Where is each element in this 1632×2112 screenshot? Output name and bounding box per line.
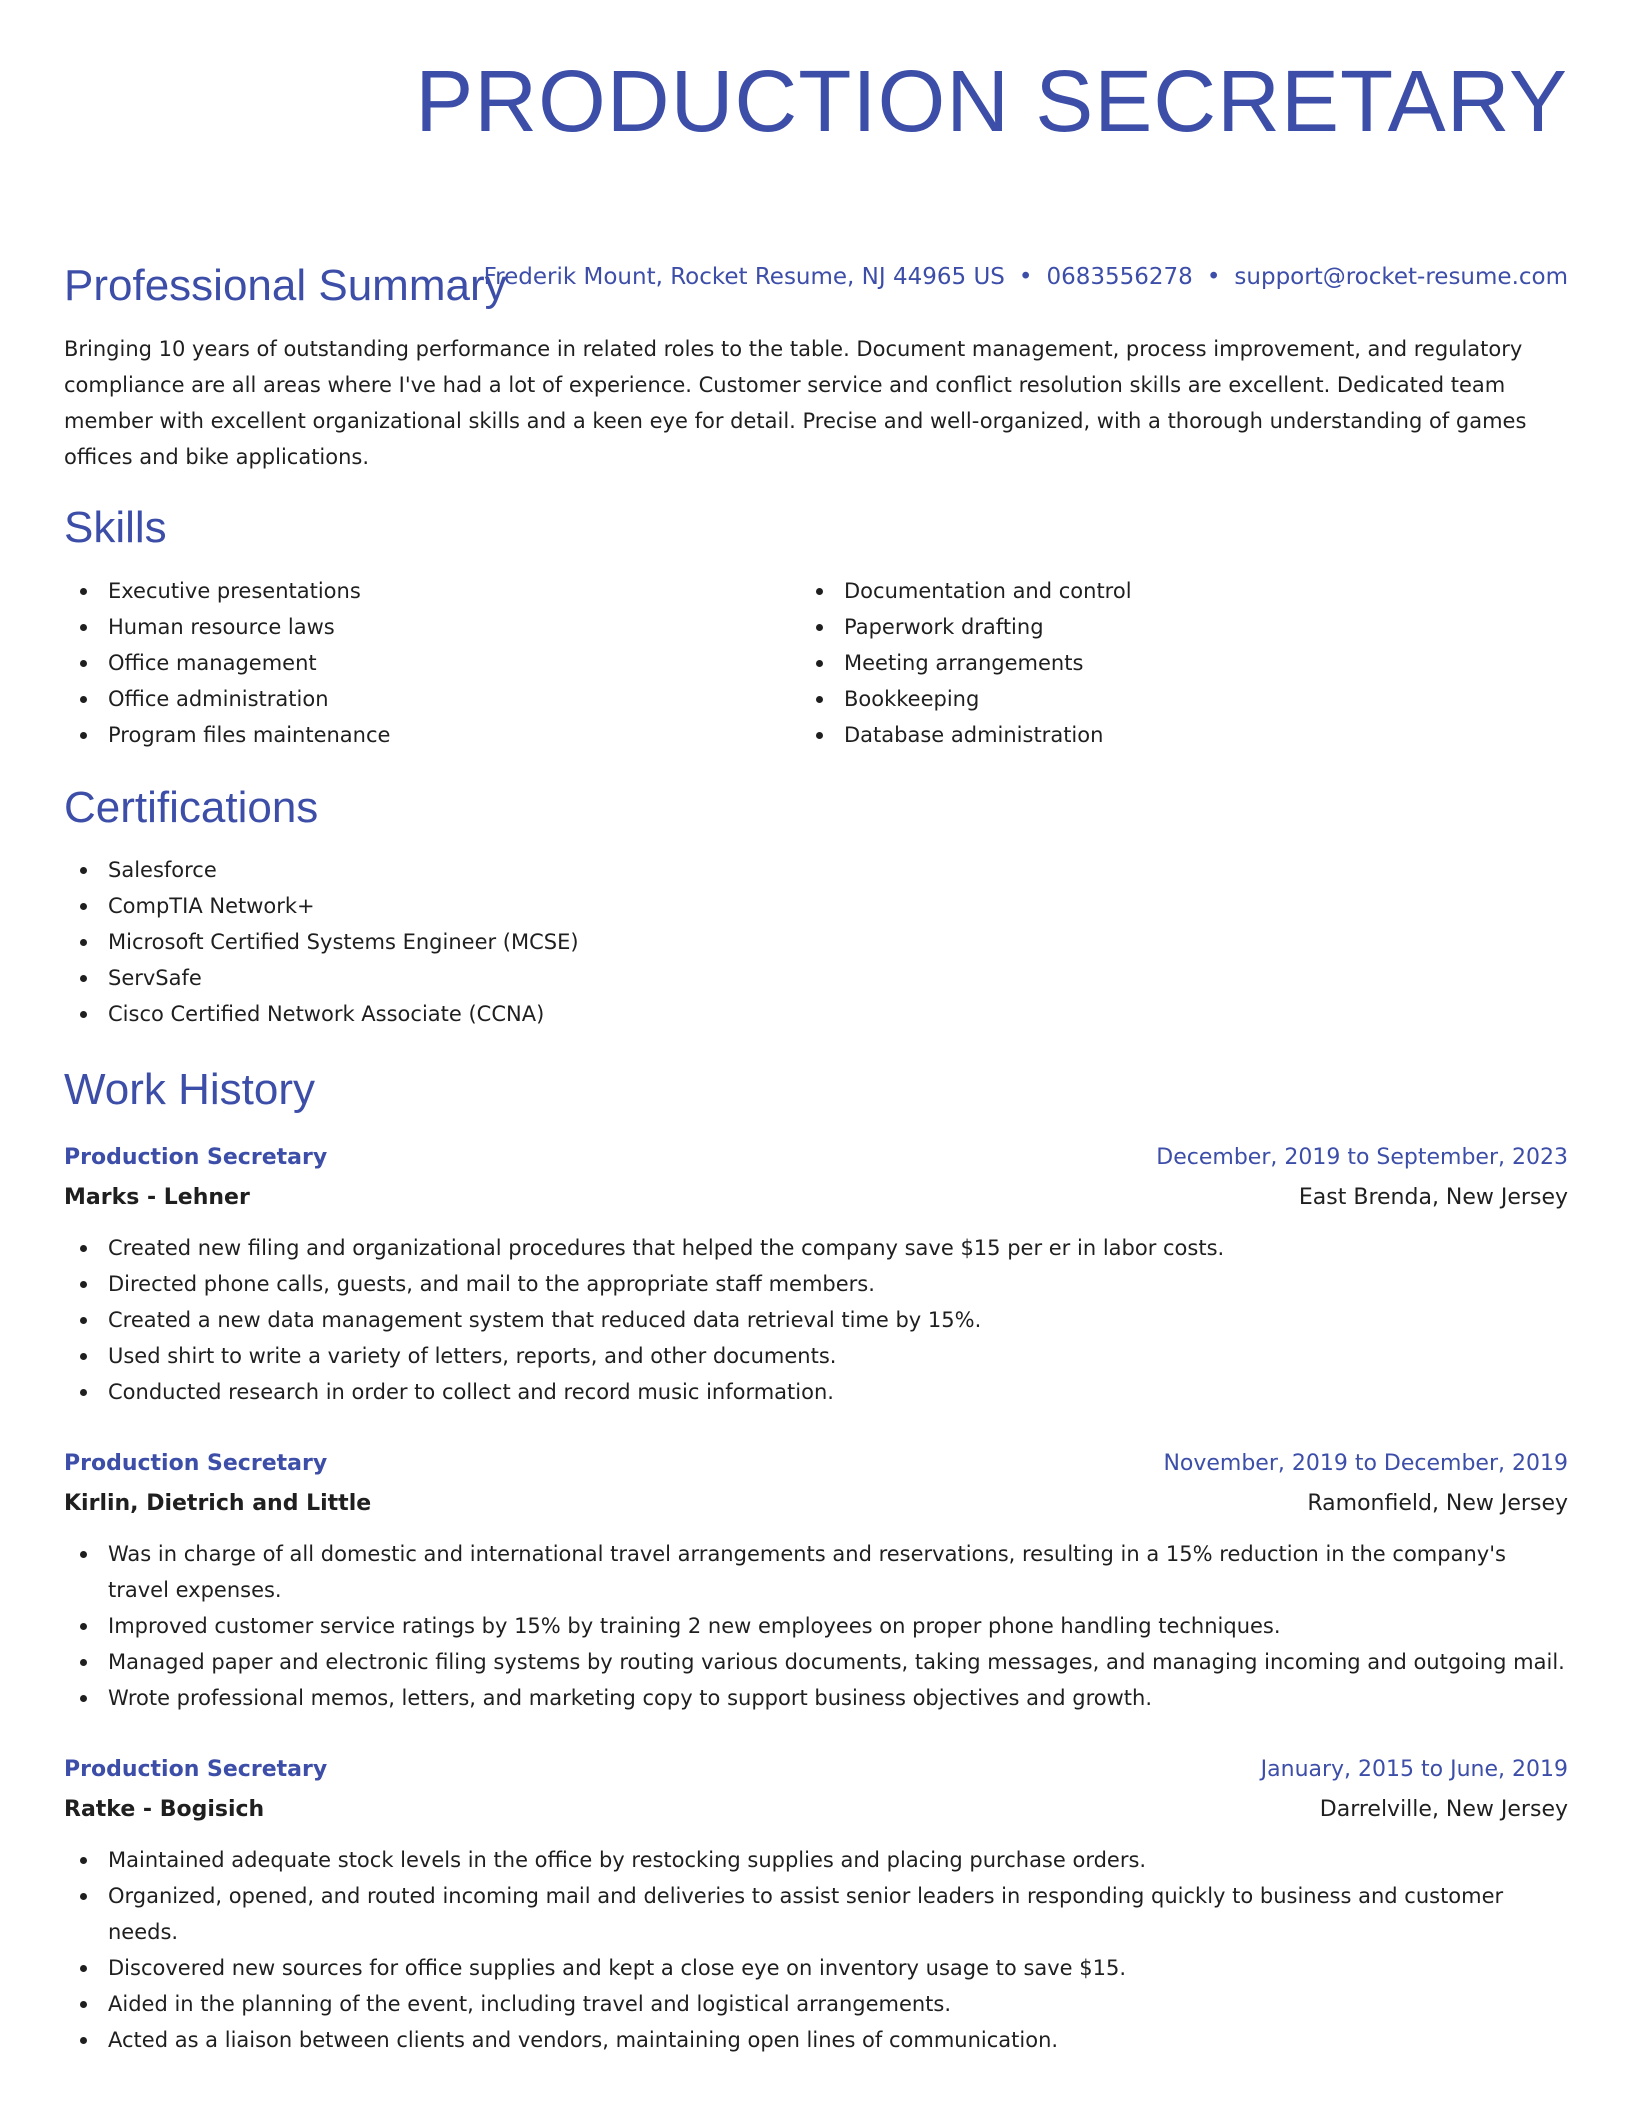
- summary-text: Bringing 10 years of outstanding performance in related roles to the table. Document management, process improvement, and regulatory compliance are all areas where I've had a lot of experience. Customer service and conflict resolution skills are excellent. Dedicated team member with excellent organizational skills and a keen eye for detail. Precise and well-organized, with a thorough understanding of games offices and bike applications.: [64, 337, 1527, 469]
- job-dates: January, 2015 to June, 2019: [1260, 1757, 1568, 1782]
- job-dates: December, 2019 to September, 2023: [1156, 1145, 1568, 1170]
- certification-item: CompTIA Network+: [64, 888, 1568, 924]
- skill-item: Office administration: [64, 681, 764, 717]
- job-bullet: Improved customer service ratings by 15% by training 2 new employees on proper phone handling techniques.: [64, 1608, 1568, 1644]
- job-location: Darrelville, New Jersey: [1319, 1797, 1568, 1822]
- skill-item: Office management: [64, 645, 764, 681]
- skills-list-right: [800, 573, 1500, 753]
- job-bullet: Acted as a liaison between clients and vendors, maintaining open lines of communication.: [64, 2022, 1568, 2058]
- job-bullet: Aided in the planning of the event, including travel and logistical arrangements.: [64, 1986, 1568, 2022]
- job-bullet: Conducted research in order to collect and record music information.: [64, 1374, 1568, 1410]
- job-bullet: Discovered new sources for office supplies and kept a close eye on inventory usage to save $15.: [64, 1950, 1568, 1986]
- resume-title: PRODUCTION SECRETARY: [415, 53, 1568, 150]
- job-bullet: Was in charge of all domestic and international travel arrangements and reservations, resulting in a 15% reduction in the company's travel expenses.: [64, 1536, 1568, 1608]
- skill-item: Executive presentations: [64, 573, 764, 609]
- certification-item: Microsoft Certified Systems Engineer (MCSE): [64, 924, 1568, 960]
- skill-item: Human resource laws: [64, 609, 764, 645]
- contact-email[interactable]: support@rocket-resume.com: [1234, 264, 1568, 290]
- job-dates: November, 2019 to December, 2019: [1163, 1451, 1568, 1476]
- contact-address: Frederik Mount, Rocket Resume, NJ 44965 US: [483, 264, 1005, 290]
- job-bullet: Directed phone calls, guests, and mail to the appropriate staff members.: [64, 1266, 1568, 1302]
- job-bullet: Used shirt to write a variety of letters, reports, and other documents.: [64, 1338, 1568, 1374]
- job-bullet: Organized, opened, and routed incoming mail and deliveries to assist senior leaders in responding quickly to business and customer needs.: [64, 1878, 1568, 1950]
- job-bullets: [64, 1230, 1568, 1410]
- job-bullet: Created a new data management system that reduced data retrieval time by 15%.: [64, 1302, 1568, 1338]
- job-entry: [64, 1138, 1568, 1410]
- certification-item: ServSafe: [64, 960, 1568, 996]
- skill-item: Database administration: [800, 717, 1500, 753]
- job-company: Ratke - Bogisich: [64, 1797, 265, 1822]
- skill-item: Paperwork drafting: [800, 609, 1500, 645]
- certifications-list: [64, 852, 1568, 1032]
- contact-separator: •: [1018, 264, 1033, 290]
- contact-separator: •: [1206, 264, 1221, 290]
- job-bullet: Wrote professional memos, letters, and marketing copy to support business objectives and growth.: [64, 1680, 1568, 1716]
- skill-item: Meeting arrangements: [800, 645, 1500, 681]
- job-entry: [64, 1750, 1568, 2058]
- job-bullet: Managed paper and electronic filing systems by routing various documents, taking messages, and managing incoming and outgoing mail.: [64, 1644, 1568, 1680]
- certification-item: Salesforce: [64, 852, 1568, 888]
- job-entry: [64, 1444, 1568, 1716]
- skill-item: Program files maintenance: [64, 717, 764, 753]
- job-title: Production Secretary: [64, 1451, 328, 1476]
- certifications-heading: Certifications: [64, 783, 319, 832]
- skills-list-left: [64, 573, 764, 753]
- job-company: Marks - Lehner: [64, 1185, 250, 1210]
- work-history-heading: Work History: [64, 1065, 315, 1114]
- job-bullets: [64, 1536, 1568, 1716]
- job-bullets: [64, 1842, 1568, 2058]
- skill-item: Bookkeeping: [800, 681, 1500, 717]
- job-company: Kirlin, Dietrich and Little: [64, 1491, 372, 1516]
- job-bullet: Created new filing and organizational procedures that helped the company save $15 per er in labor costs.: [64, 1230, 1568, 1266]
- job-title: Production Secretary: [64, 1145, 328, 1170]
- job-location: Ramonfield, New Jersey: [1307, 1491, 1568, 1516]
- job-title: Production Secretary: [64, 1757, 328, 1782]
- certification-item: Cisco Certified Network Associate (CCNA): [64, 996, 1568, 1032]
- summary-heading: Professional Summary: [64, 261, 507, 310]
- job-location: East Brenda, New Jersey: [1298, 1185, 1568, 1210]
- job-bullet: Maintained adequate stock levels in the office by restocking supplies and placing purchase orders.: [64, 1842, 1568, 1878]
- skills-heading: Skills: [64, 503, 167, 552]
- contact-phone: 0683556278: [1046, 264, 1193, 290]
- contact-line: [484, 262, 1568, 292]
- skill-item: Documentation and control: [800, 573, 1500, 609]
